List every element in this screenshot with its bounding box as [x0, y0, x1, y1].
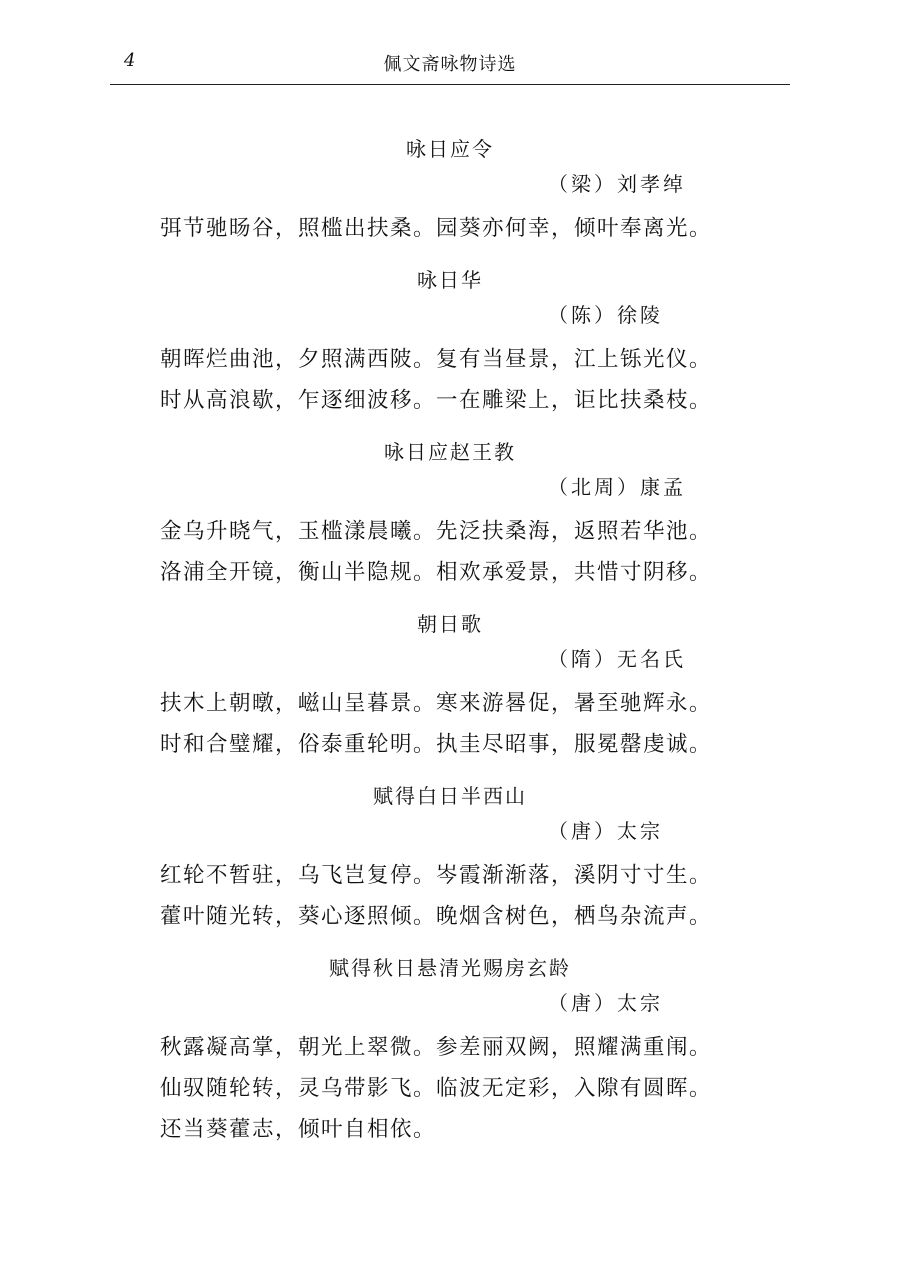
poem-author: （唐）太宗: [548, 819, 663, 843]
poem-title: 朝日歌: [417, 612, 483, 636]
poem-line: 时和合璧耀，俗泰重轮明。执圭尽昭事，服冕罄虔诚。: [160, 732, 713, 757]
poem-author: （陈）徐陵: [548, 303, 663, 327]
poem-title: 咏日应令: [406, 137, 494, 161]
poem-line: 红轮不暂驻，乌飞岂复停。岑霞渐渐落，溪阴寸寸生。: [160, 863, 713, 888]
poem-line: 秋露凝高掌，朝光上翠微。参差丽双阙，照耀满重闱。: [160, 1035, 713, 1060]
poem-title: 赋得白日半西山: [373, 784, 527, 808]
poem: [160, 779, 760, 937]
poem-line: 扶木上朝暾，嵫山呈暮景。寒来游晷促，暑至驰辉永。: [160, 691, 713, 716]
poem-line: 仙驭随轮转，灵乌带影飞。临波无定彩，入隙有圆晖。: [160, 1076, 713, 1101]
poem: [160, 263, 760, 421]
poem-line: 藿叶随光转，葵心逐照倾。晚烟含树色，栖鸟杂流声。: [160, 904, 713, 929]
page-header: [110, 40, 790, 85]
poem-line: 时从高浪歇，乍逐细波移。一在雕梁上，讵比扶桑枝。: [160, 388, 713, 413]
poem-title: 赋得秋日悬清光赐房玄龄: [329, 956, 571, 980]
poem-line: 朝晖烂曲池，夕照满西陂。复有当昼景，江上铄光仪。: [160, 347, 713, 372]
poem: [160, 132, 760, 249]
poem-author: （北周）康孟: [548, 475, 686, 499]
poem: [160, 435, 760, 593]
poem-list: [160, 130, 760, 1150]
running-title: 佩文斋咏物诗选: [383, 54, 517, 75]
poem-line: 金乌升晓气，玉槛漾晨曦。先泛扶桑海，返照若华池。: [160, 519, 713, 544]
poem-title: 咏日应赵王教: [384, 440, 516, 464]
poem-author: （唐）太宗: [548, 991, 663, 1015]
poem-author: （梁）刘孝绰: [548, 172, 686, 196]
poem-line: 还当葵藿志，倾叶自相依。: [160, 1117, 437, 1142]
poem-line: 洛浦全开镜，衡山半隐规。相欢承爱景，共惜寸阴移。: [160, 560, 713, 585]
poem: [160, 607, 760, 765]
poem-line: 弭节驰旸谷，照槛出扶桑。园葵亦何幸，倾叶奉离光。: [160, 216, 713, 241]
poem-author: （隋）无名氏: [548, 647, 686, 671]
poem-title: 咏日华: [417, 268, 483, 292]
poem: [160, 951, 760, 1150]
page-number: 4: [124, 50, 136, 71]
